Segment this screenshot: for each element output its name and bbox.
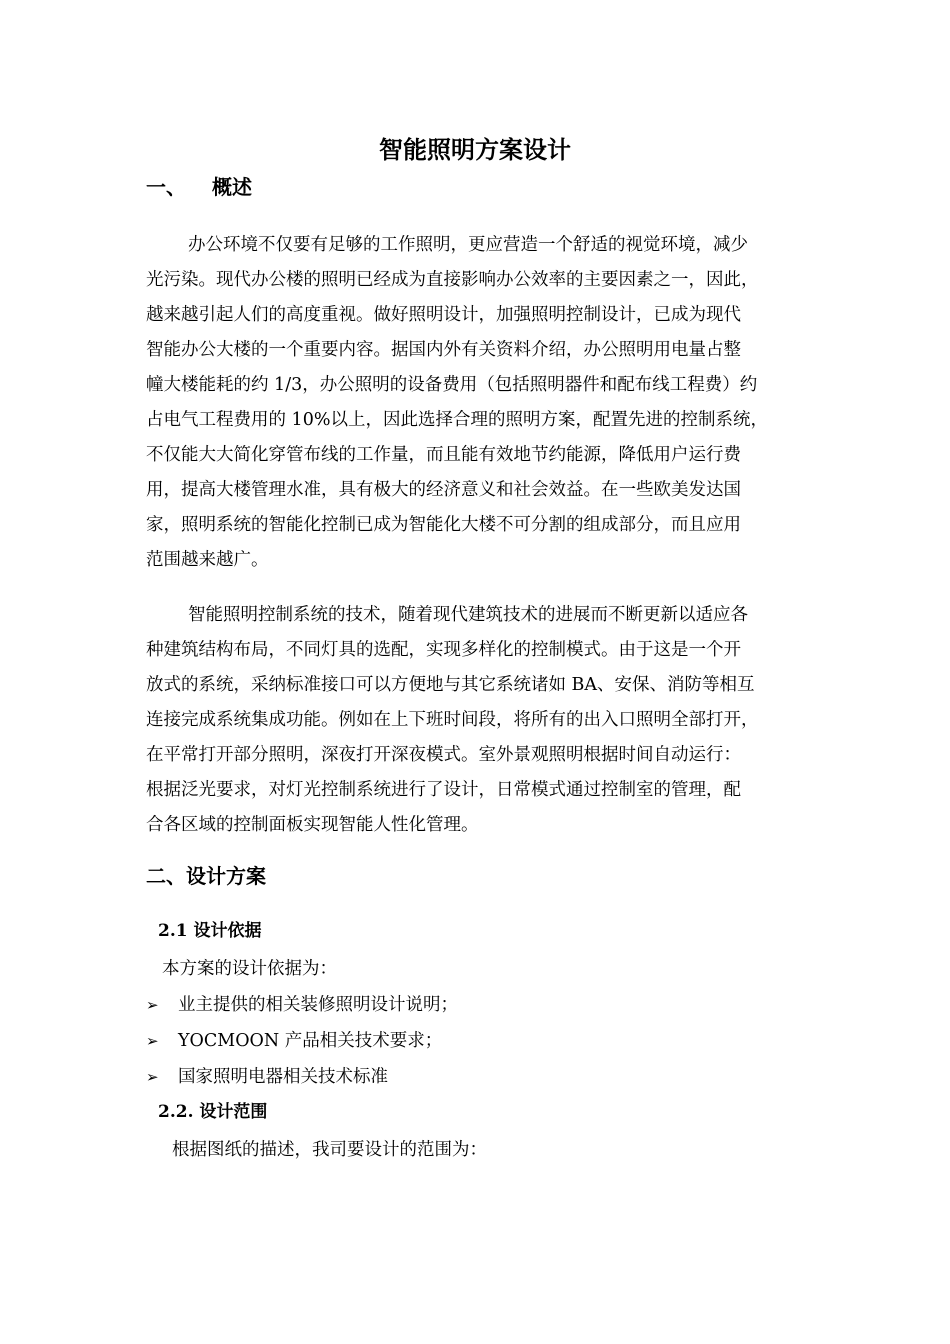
paragraph-line: 根据泛光要求，对灯光控制系统进行了设计，日常模式通过控制室的管理，配 (146, 780, 741, 800)
section-2-heading: 二、设计方案 (146, 864, 266, 888)
paragraph-line: 用，提高大楼管理水准，具有极大的经济意义和社会效益。在一些欧美发达国 (146, 480, 741, 500)
overview-paragraph-2 (146, 598, 826, 843)
document-title: 智能照明方案设计 (379, 135, 571, 164)
section-1-heading (146, 172, 252, 202)
paragraph-line: 放式的系统，采纳标准接口可以方便地与其它系统诸如 BA、安保、消防等相互 (146, 675, 755, 695)
paragraph-line: 幢大楼能耗的约 1/3，办公照明的设备费用（包括照明器件和配布线工程费）约 (146, 375, 758, 395)
paragraph-line: 连接完成系统集成功能。例如在上下班时间段，将所有的出入口照明全部打开， (146, 710, 759, 730)
paragraph-line: 智能办公大楼的一个重要内容。据国内外有关资料介绍，办公照明用电量占整 (146, 340, 741, 360)
list-item (146, 1026, 442, 1056)
paragraph-line: 不仅能大大简化穿管布线的工作量，而且能有效地节约能源，降低用户运行费 (146, 445, 741, 465)
design-scope-intro: 根据图纸的描述，我司要设计的范围为： (172, 1140, 487, 1160)
list-item-text: 国家照明电器相关技术标准 (178, 1067, 388, 1087)
list-item-text: 业主提供的相关装修照明设计说明； (178, 995, 458, 1015)
paragraph-line: 占电气工程费用的 10%以上，因此选择合理的照明方案，配置先进的控制系统， (146, 410, 768, 430)
subsection-2-2-heading: 2.2. 设计范围 (158, 1102, 268, 1122)
arrow-bullet-icon: ➢ (146, 996, 159, 1014)
paragraph-line: 在平常打开部分照明，深夜打开深夜模式。室外景观照明根据时间自动运行： (146, 745, 741, 765)
paragraph-line: 办公环境不仅要有足够的工作照明，更应营造一个舒适的视觉环境，减少 (188, 235, 748, 255)
paragraph-line: 越来越引起人们的高度重视。做好照明设计，加强照明控制设计，已成为现代 (146, 305, 741, 325)
list-item-text: YOCMOON 产品相关技术要求； (178, 1031, 443, 1051)
paragraph-line: 智能照明控制系统的技术，随着现代建筑技术的进展而不断更新以适应各 (188, 605, 748, 625)
arrow-bullet-icon: ➢ (146, 1068, 159, 1086)
paragraph-line: 光污染。现代办公楼的照明已经成为直接影响办公效率的主要因素之一，因此， (146, 270, 759, 290)
section-1-title: 概述 (212, 175, 252, 199)
list-item (146, 1062, 388, 1092)
section-1-number: 一、 (146, 175, 186, 199)
design-basis-intro: 本方案的设计依据为： (162, 959, 337, 979)
overview-paragraph-1 (146, 228, 826, 578)
paragraph-line: 家，照明系统的智能化控制已成为智能化大楼不可分割的组成部分，而且应用 (146, 515, 741, 535)
list-item (146, 990, 458, 1020)
paragraph-line: 种建筑结构布局，不同灯具的选配，实现多样化的控制模式。由于这是一个开 (146, 640, 741, 660)
paragraph-line: 合各区域的控制面板实现智能人性化管理。 (146, 815, 479, 835)
paragraph-line: 范围越来越广。 (146, 550, 269, 570)
subsection-2-1-heading: 2.1 设计依据 (158, 921, 262, 941)
arrow-bullet-icon: ➢ (146, 1032, 159, 1050)
